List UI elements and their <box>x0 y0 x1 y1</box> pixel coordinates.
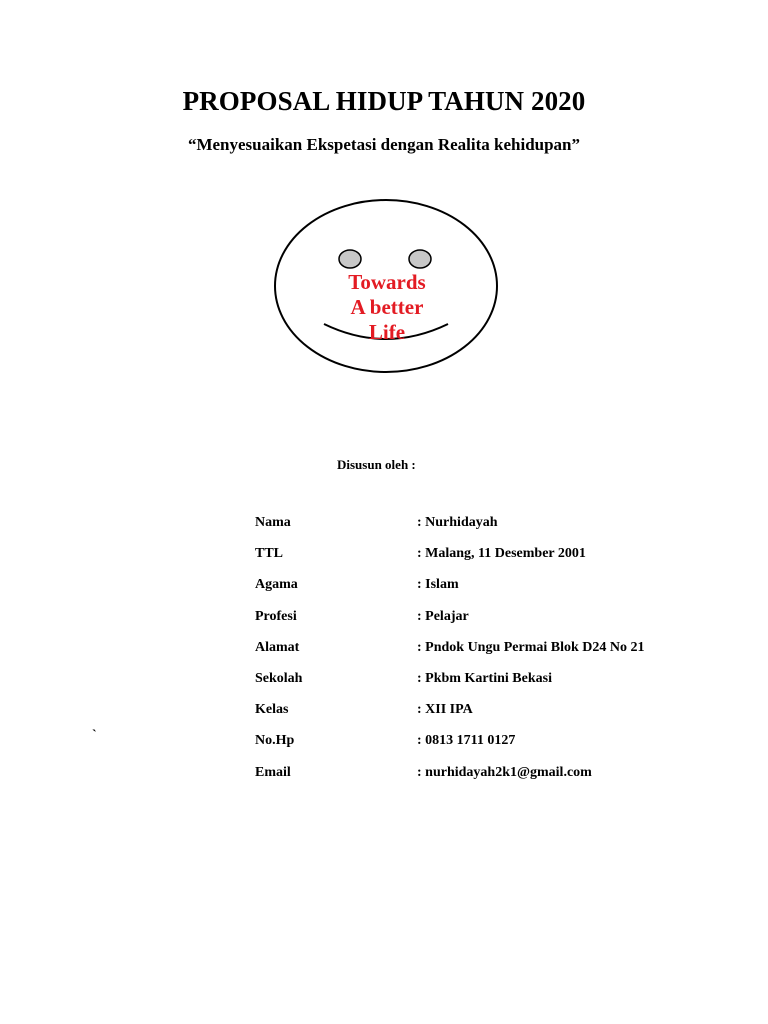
stray-mark: ` <box>92 728 97 743</box>
document-subtitle: “Menyesuaikan Ekspetasi dengan Realita kehidupan” <box>187 135 581 154</box>
info-label: No.Hp <box>255 733 295 749</box>
info-label: Nama <box>255 515 291 530</box>
info-label: Kelas <box>255 702 289 718</box>
info-value: : Nurhidayah <box>417 515 498 530</box>
logo-slogan-line: Life <box>368 320 406 344</box>
logo-slogan-line: Towards <box>348 270 426 294</box>
info-label: Profesi <box>255 608 297 624</box>
info-label: TTL <box>255 546 284 562</box>
info-label: Sekolah <box>255 670 303 686</box>
info-label: Alamat <box>255 639 300 655</box>
info-value: : Islam <box>417 577 459 593</box>
info-value: : nurhidayah2k1@gmail.com <box>417 764 592 780</box>
left-eye-icon <box>339 250 361 268</box>
info-value: : XII IPA <box>417 702 473 718</box>
logo-slogan <box>327 270 447 345</box>
info-label: Agama <box>255 577 298 593</box>
logo-slogan-line: A better <box>350 295 424 319</box>
info-value: : Malang, 11 Desember 2001 <box>417 546 586 562</box>
author-byline: Disusun oleh : <box>337 457 416 472</box>
document-title: PROPOSAL HIDUP TAHUN 2020 <box>182 86 586 116</box>
info-value: : 0813 1711 0127 <box>417 733 516 749</box>
info-value: : Pkbm Kartini Bekasi <box>417 670 552 686</box>
info-label: Email <box>255 764 291 780</box>
info-value: : Pelajar <box>417 608 469 624</box>
info-value: : Pndok Ungu Permai Blok D24 No 21 <box>417 639 645 655</box>
smiley-logo <box>272 196 500 376</box>
right-eye-icon <box>409 250 431 268</box>
